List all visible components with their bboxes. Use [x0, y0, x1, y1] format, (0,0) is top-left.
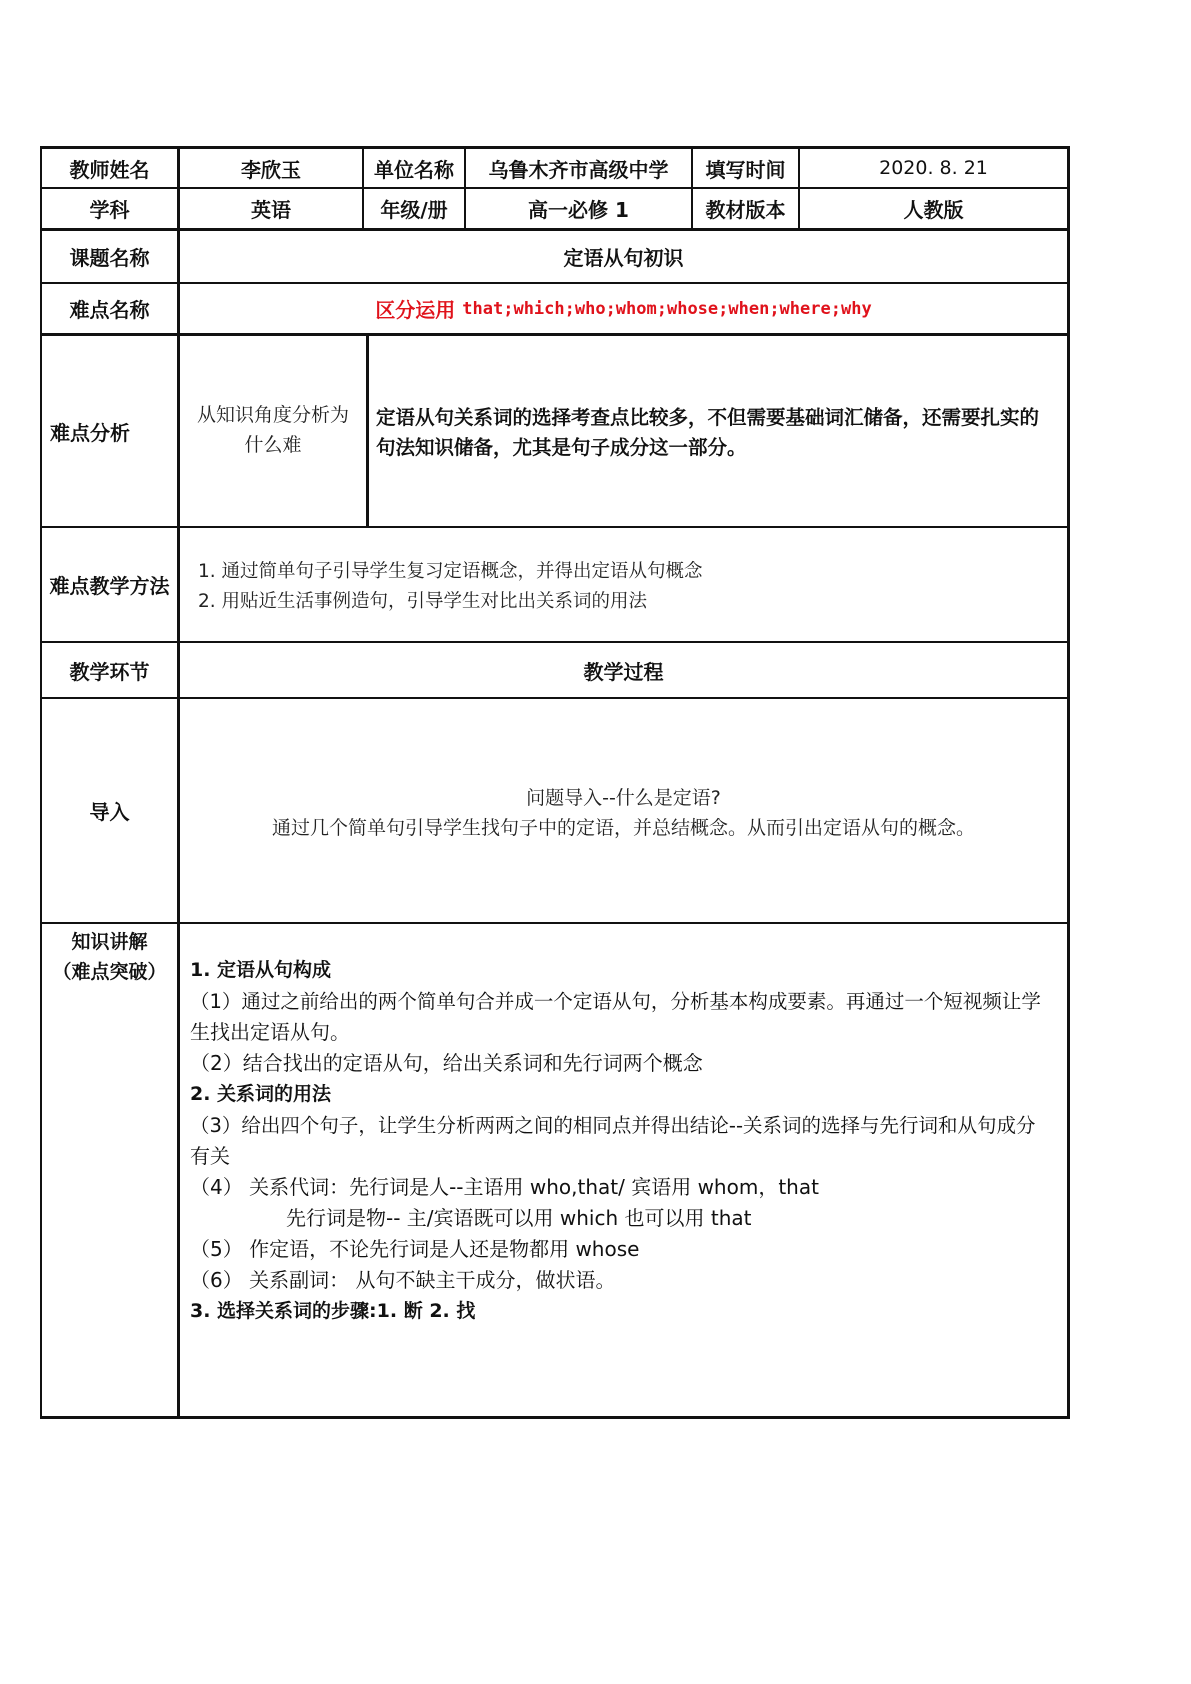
difficulty-words: that;which;who;whom;whose;when;where;why	[462, 298, 872, 319]
fill-date-value: 2020. 8. 21	[879, 157, 988, 179]
knowledge-label	[42, 927, 177, 987]
analysis-text	[376, 403, 1066, 463]
teaching-step-label: 教学环节	[69, 659, 150, 684]
analysis-sub-label-line1: 从知识角度分析为	[196, 404, 349, 426]
knowledge-label-line1: 知识讲解	[71, 931, 148, 953]
content-line: （6） 关系副词： 从句不缺主干成分，做状语。	[190, 1268, 616, 1292]
content-line: 先行词是物-- 主/宾语既可以用 which 也可以用 that	[286, 1206, 752, 1230]
grade-label: 年级/册	[380, 198, 448, 222]
section-heading: 3. 选择关系词的步骤:1. 断 2. 找	[190, 1300, 476, 1322]
method-label: 难点教学方法	[49, 574, 170, 598]
unit-name-value: 乌鲁木齐市高级中学	[488, 157, 669, 182]
topic-label: 课题名称	[69, 246, 150, 270]
content-line: （4） 关系代词：先行词是人--主语用 who,that/ 宾语用 whom，that	[190, 1175, 819, 1199]
teacher-name-value: 李欣玉	[241, 157, 301, 182]
analysis-text-line1: 定语从句关系词的选择考查点比较多，不但需要基础词汇储备，还需要扎实的	[376, 406, 1040, 429]
grade-value: 高一必修 1	[528, 198, 629, 222]
section-heading: 2. 关系词的用法	[190, 1083, 332, 1105]
difficulty-value	[180, 284, 1067, 333]
intro-label: 导入	[89, 800, 130, 824]
analysis-sub-label	[180, 400, 366, 470]
content-line: （3）给出四个句子，让学生分析两两之间的相同点并得出结论--关系词的选择与先行词和从句成分	[190, 1114, 1036, 1137]
intro-line1: 问题导入--什么是定语?	[526, 787, 721, 809]
subject-label: 学科	[89, 198, 130, 222]
difficulty-prefix: 区分运用	[375, 298, 463, 322]
method-item: 1. 通过简单句子引导学生复习定语概念，并得出定语从句概念	[198, 561, 703, 582]
intro-content	[180, 783, 1067, 843]
analysis-label: 难点分析	[50, 420, 130, 445]
knowledge-content	[190, 955, 1060, 1327]
teacher-name-label: 教师姓名	[69, 157, 150, 182]
fill-date-label: 填写时间	[705, 157, 786, 182]
section-heading: 1. 定语从句构成	[190, 959, 332, 981]
method-item: 2. 用贴近生活事例造句，引导学生对比出关系词的用法	[198, 591, 648, 612]
difficulty-label: 难点名称	[69, 298, 150, 322]
knowledge-label-line2: （难点突破）	[52, 961, 167, 983]
content-line: （5） 作定语，不论先行词是人还是物都用 whose	[190, 1237, 640, 1261]
textbook-value: 人教版	[903, 198, 964, 222]
analysis-text-line2: 句法知识储备，尤其是句子成分这一部分。	[376, 436, 747, 459]
content-line: （2）结合找出的定语从句，给出关系词和先行词两个概念	[190, 1051, 703, 1075]
method-list	[198, 557, 1058, 617]
teaching-process-label: 教学过程	[583, 659, 664, 684]
content-line: 生找出定语从句。	[190, 1020, 350, 1044]
textbook-label: 教材版本	[705, 198, 786, 222]
content-line: 有关	[190, 1144, 230, 1168]
content-line: （1）通过之前给出的两个简单句合并成一个定语从句，分析基本构成要素。再通过一个短视频让学	[190, 990, 1041, 1013]
intro-line2: 通过几个简单句引导学生找句子中的定语，并总结概念。从而引出定语从句的概念。	[271, 817, 975, 839]
topic-value: 定语从句初识	[563, 246, 684, 270]
subject-value: 英语	[251, 198, 291, 222]
unit-name-label: 单位名称	[374, 157, 454, 182]
analysis-sub-label-line2: 什么难	[244, 434, 302, 456]
